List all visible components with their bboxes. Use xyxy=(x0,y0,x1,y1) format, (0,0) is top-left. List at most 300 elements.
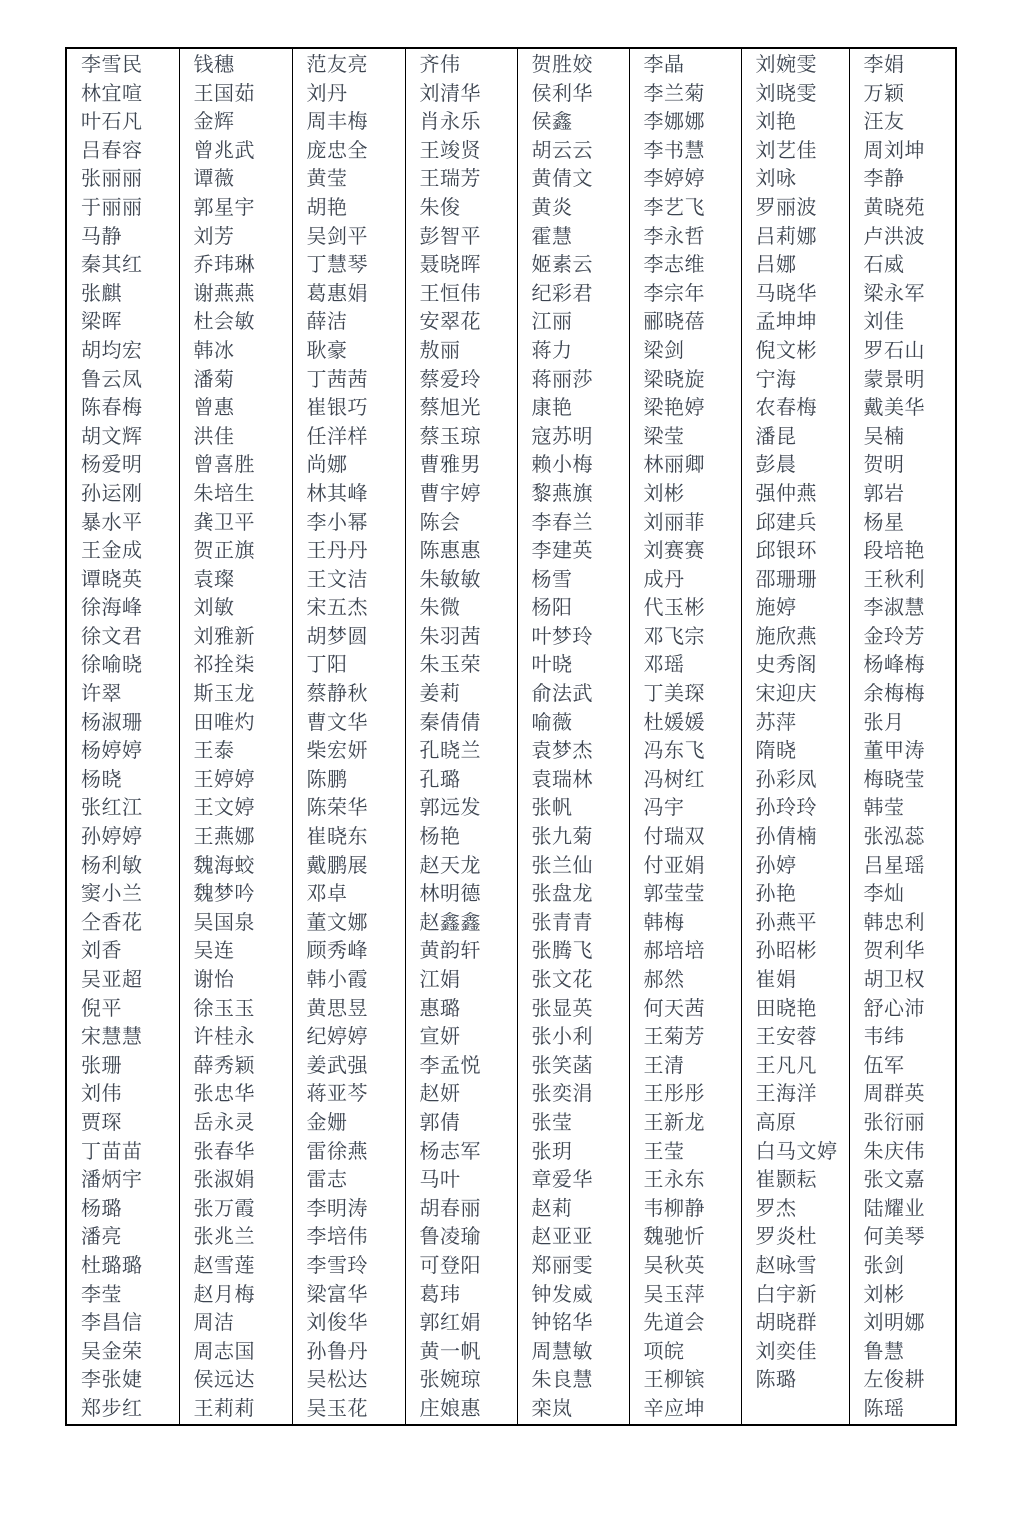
name-cell: 霍慧 xyxy=(517,223,629,252)
name-cell: 李张婕 xyxy=(66,1366,179,1395)
name-cell: 董甲涛 xyxy=(849,737,956,766)
name-cell: 郭远发 xyxy=(405,794,517,823)
name-cell: 宣妍 xyxy=(405,1023,517,1052)
name-cell: 吴连 xyxy=(179,937,292,966)
name-cell: 郭星宇 xyxy=(179,194,292,223)
name-cell: 张衍丽 xyxy=(849,1109,956,1138)
name-cell: 刘敏 xyxy=(179,594,292,623)
name-cell: 丁阳 xyxy=(292,651,405,680)
name-cell: 张兆兰 xyxy=(179,1223,292,1252)
name-cell: 曾兆武 xyxy=(179,137,292,166)
name-cell: 岳永灵 xyxy=(179,1109,292,1138)
name-cell: 潘亮 xyxy=(66,1223,179,1252)
name-cell: 黄倩文 xyxy=(517,165,629,194)
name-cell: 杨阳 xyxy=(517,594,629,623)
name-cell: 万颖 xyxy=(849,80,956,109)
table-row xyxy=(66,1023,956,1052)
name-cell: 吕娜 xyxy=(741,251,849,280)
name-cell: 王金成 xyxy=(66,537,179,566)
name-cell: 蔡玉琼 xyxy=(405,423,517,452)
name-cell: 吕星瑶 xyxy=(849,852,956,881)
name-cell: 孙燕平 xyxy=(741,909,849,938)
name-cell: 农春梅 xyxy=(741,394,849,423)
name-cell: 朱培生 xyxy=(179,480,292,509)
name-cell: 胡艳 xyxy=(292,194,405,223)
name-cell: 梅晓莹 xyxy=(849,766,956,795)
name-cell: 梁艳婷 xyxy=(629,394,741,423)
table-row xyxy=(66,48,956,80)
name-cell: 张淑娟 xyxy=(179,1166,292,1195)
name-cell: 孙彩凤 xyxy=(741,766,849,795)
name-cell: 宋慧慧 xyxy=(66,1023,179,1052)
name-roster-container xyxy=(65,47,955,1426)
name-cell: 金玲芳 xyxy=(849,623,956,652)
name-cell: 魏驰忻 xyxy=(629,1223,741,1252)
name-cell: 杨星 xyxy=(849,509,956,538)
name-cell: 朱微 xyxy=(405,594,517,623)
name-cell: 李建英 xyxy=(517,537,629,566)
name-cell: 何天茜 xyxy=(629,995,741,1024)
name-cell: 杨晓 xyxy=(66,766,179,795)
name-cell: 郭红娟 xyxy=(405,1309,517,1338)
name-cell: 吴金荣 xyxy=(66,1338,179,1367)
name-cell: 张文嘉 xyxy=(849,1166,956,1195)
name-cell: 田晓艳 xyxy=(741,995,849,1024)
name-cell: 姜莉 xyxy=(405,680,517,709)
name-cell: 梁莹 xyxy=(629,423,741,452)
name-cell: 王燕娜 xyxy=(179,823,292,852)
table-row xyxy=(66,165,956,194)
name-cell: 康艳 xyxy=(517,394,629,423)
name-cell: 吴玉花 xyxy=(292,1395,405,1425)
name-cell: 蔡旭光 xyxy=(405,394,517,423)
name-cell: 吴亚超 xyxy=(66,966,179,995)
name-cell: 舒心沛 xyxy=(849,995,956,1024)
name-cell: 杨艳 xyxy=(405,823,517,852)
name-cell: 安翠花 xyxy=(405,308,517,337)
name-cell: 蒙景明 xyxy=(849,366,956,395)
table-row xyxy=(66,80,956,109)
name-cell: 郭莹莹 xyxy=(629,880,741,909)
name-cell: 郦晓蓓 xyxy=(629,308,741,337)
table-row xyxy=(66,1138,956,1167)
name-cell: 张麒 xyxy=(66,280,179,309)
name-cell: 宁海 xyxy=(741,366,849,395)
name-cell: 李培伟 xyxy=(292,1223,405,1252)
name-cell: 韩冰 xyxy=(179,337,292,366)
name-cell: 刘丹 xyxy=(292,80,405,109)
name-cell: 吴剑平 xyxy=(292,223,405,252)
name-cell: 孙婷 xyxy=(741,852,849,881)
name-cell: 徐海峰 xyxy=(66,594,179,623)
name-cell: 陈会 xyxy=(405,509,517,538)
name-cell: 吴楠 xyxy=(849,423,956,452)
name-cell: 贺正旗 xyxy=(179,537,292,566)
name-cell: 郝然 xyxy=(629,966,741,995)
name-cell: 于丽丽 xyxy=(66,194,179,223)
name-cell: 范友亮 xyxy=(292,48,405,80)
name-cell: 冯树红 xyxy=(629,766,741,795)
name-cell: 耿豪 xyxy=(292,337,405,366)
name-cell: 杨雪 xyxy=(517,566,629,595)
name-cell: 刘丽菲 xyxy=(629,509,741,538)
table-row xyxy=(66,794,956,823)
name-cell: 韩忠利 xyxy=(849,909,956,938)
name-cell: 赵妍 xyxy=(405,1080,517,1109)
name-cell: 袁梦杰 xyxy=(517,737,629,766)
name-cell: 杨志军 xyxy=(405,1138,517,1167)
name-cell: 王文洁 xyxy=(292,566,405,595)
name-cell: 许桂永 xyxy=(179,1023,292,1052)
table-row xyxy=(66,823,956,852)
name-cell: 张九菊 xyxy=(517,823,629,852)
name-cell: 孟坤坤 xyxy=(741,308,849,337)
name-cell: 王泰 xyxy=(179,737,292,766)
name-cell: 胡卫权 xyxy=(849,966,956,995)
name-cell: 张红江 xyxy=(66,794,179,823)
name-cell: 强仲燕 xyxy=(741,480,849,509)
name-cell: 刘咏 xyxy=(741,165,849,194)
table-row xyxy=(66,337,956,366)
table-row xyxy=(66,451,956,480)
name-cell: 朱玉荣 xyxy=(405,651,517,680)
name-cell: 钱穗 xyxy=(179,48,292,80)
table-row xyxy=(66,852,956,881)
name-cell: 洪佳 xyxy=(179,423,292,452)
name-cell: 王清 xyxy=(629,1052,741,1081)
name-cell: 彭晨 xyxy=(741,451,849,480)
name-cell: 梁晖 xyxy=(66,308,179,337)
name-cell: 胡春丽 xyxy=(405,1195,517,1224)
name-cell: 王瑞芳 xyxy=(405,165,517,194)
name-cell: 刘奕佳 xyxy=(741,1338,849,1367)
name-cell: 纪彩君 xyxy=(517,280,629,309)
table-row xyxy=(66,308,956,337)
name-cell: 张小利 xyxy=(517,1023,629,1052)
name-cell: 吕春容 xyxy=(66,137,179,166)
name-cell: 仝香花 xyxy=(66,909,179,938)
name-cell: 何美琴 xyxy=(849,1223,956,1252)
name-cell: 王婷婷 xyxy=(179,766,292,795)
name-cell: 李雪民 xyxy=(66,48,179,80)
name-cell: 周志国 xyxy=(179,1338,292,1367)
name-cell: 冯东飞 xyxy=(629,737,741,766)
name-cell: 江丽 xyxy=(517,308,629,337)
name-cell: 侯远达 xyxy=(179,1366,292,1395)
name-cell: 韦纬 xyxy=(849,1023,956,1052)
name-cell: 王国茹 xyxy=(179,80,292,109)
name-cell: 刘清华 xyxy=(405,80,517,109)
name-cell: 赵莉 xyxy=(517,1195,629,1224)
name-cell: 谭晓英 xyxy=(66,566,179,595)
name-cell: 齐伟 xyxy=(405,48,517,80)
name-cell: 叶石凡 xyxy=(66,108,179,137)
name-cell: 崔娟 xyxy=(741,966,849,995)
name-cell: 李晶 xyxy=(629,48,741,80)
table-row xyxy=(66,623,956,652)
name-cell: 张文花 xyxy=(517,966,629,995)
name-cell: 肖永乐 xyxy=(405,108,517,137)
name-cell: 戴鹏展 xyxy=(292,852,405,881)
name-cell: 罗杰 xyxy=(741,1195,849,1224)
name-cell: 吴国泉 xyxy=(179,909,292,938)
name-cell: 刘俊华 xyxy=(292,1309,405,1338)
name-cell: 孙婷婷 xyxy=(66,823,179,852)
name-cell: 李明涛 xyxy=(292,1195,405,1224)
name-cell: 赵雪莲 xyxy=(179,1252,292,1281)
name-cell: 白马文婷 xyxy=(741,1138,849,1167)
table-row xyxy=(66,966,956,995)
name-cell: 白宇新 xyxy=(741,1281,849,1310)
name-cell: 谭薇 xyxy=(179,165,292,194)
name-cell: 钟铭华 xyxy=(517,1309,629,1338)
table-row xyxy=(66,1395,956,1425)
name-cell: 杨峰梅 xyxy=(849,651,956,680)
name-cell: 王菊芳 xyxy=(629,1023,741,1052)
name-cell: 邓飞宗 xyxy=(629,623,741,652)
table-row xyxy=(66,366,956,395)
name-cell: 杨婷婷 xyxy=(66,737,179,766)
name-cell: 孔晓兰 xyxy=(405,737,517,766)
name-cell: 曾惠 xyxy=(179,394,292,423)
name-cell: 刘明娜 xyxy=(849,1309,956,1338)
name-cell: 丁美琛 xyxy=(629,680,741,709)
table-row xyxy=(66,709,956,738)
table-row xyxy=(66,737,956,766)
name-cell: 梁永军 xyxy=(849,280,956,309)
name-cell: 柴宏妍 xyxy=(292,737,405,766)
table-row xyxy=(66,1252,956,1281)
name-cell: 黄韵轩 xyxy=(405,937,517,966)
name-cell: 孙艳 xyxy=(741,880,849,909)
name-cell: 斯玉龙 xyxy=(179,680,292,709)
name-cell: 叶晓 xyxy=(517,651,629,680)
table-row xyxy=(66,1109,956,1138)
name-cell: 吕莉娜 xyxy=(741,223,849,252)
name-cell: 顾秀峰 xyxy=(292,937,405,966)
name-cell: 王安蓉 xyxy=(741,1023,849,1052)
name-cell: 罗石山 xyxy=(849,337,956,366)
name-cell xyxy=(741,1395,849,1425)
name-cell: 卢洪波 xyxy=(849,223,956,252)
name-roster-table xyxy=(65,47,957,1426)
name-cell: 贺胜姣 xyxy=(517,48,629,80)
name-cell: 赵亚亚 xyxy=(517,1223,629,1252)
name-cell: 赵天龙 xyxy=(405,852,517,881)
name-cell: 韦柳静 xyxy=(629,1195,741,1224)
name-cell: 冯宇 xyxy=(629,794,741,823)
name-cell: 王秋利 xyxy=(849,566,956,595)
name-cell: 葛玮 xyxy=(405,1281,517,1310)
name-cell: 秦其红 xyxy=(66,251,179,280)
name-cell: 孙昭彬 xyxy=(741,937,849,966)
name-cell: 罗炎杜 xyxy=(741,1223,849,1252)
name-cell: 王莹 xyxy=(629,1138,741,1167)
name-cell: 林其峰 xyxy=(292,480,405,509)
name-cell: 宋迎庆 xyxy=(741,680,849,709)
name-cell: 韩小霞 xyxy=(292,966,405,995)
name-cell: 曹雅男 xyxy=(405,451,517,480)
name-cell: 黄思昱 xyxy=(292,995,405,1024)
name-cell: 赖小梅 xyxy=(517,451,629,480)
name-cell: 袁瑞林 xyxy=(517,766,629,795)
name-cell: 丁茜茜 xyxy=(292,366,405,395)
name-cell: 蔡静秋 xyxy=(292,680,405,709)
name-cell: 李艺飞 xyxy=(629,194,741,223)
name-cell: 李娜娜 xyxy=(629,108,741,137)
name-cell: 辛应坤 xyxy=(629,1395,741,1425)
name-cell: 陈春梅 xyxy=(66,394,179,423)
name-cell: 梁晓旋 xyxy=(629,366,741,395)
name-cell: 梁剑 xyxy=(629,337,741,366)
name-cell: 孙倩楠 xyxy=(741,823,849,852)
name-cell: 周群英 xyxy=(849,1080,956,1109)
name-cell: 朱俊 xyxy=(405,194,517,223)
name-cell: 史秀阁 xyxy=(741,651,849,680)
name-cell: 章爱华 xyxy=(517,1166,629,1195)
name-cell: 余梅梅 xyxy=(849,680,956,709)
name-cell: 黄炎 xyxy=(517,194,629,223)
name-cell: 戴美华 xyxy=(849,394,956,423)
table-row xyxy=(66,651,956,680)
name-cell: 伍军 xyxy=(849,1052,956,1081)
name-cell: 张万霞 xyxy=(179,1195,292,1224)
name-cell: 俞法武 xyxy=(517,680,629,709)
name-cell: 刘雅新 xyxy=(179,623,292,652)
name-cell: 李莹 xyxy=(66,1281,179,1310)
table-row xyxy=(66,566,956,595)
name-cell: 龚卫平 xyxy=(179,509,292,538)
name-cell: 董文娜 xyxy=(292,909,405,938)
name-cell: 郭倩 xyxy=(405,1109,517,1138)
name-cell: 郭岩 xyxy=(849,480,956,509)
name-cell: 孙鲁丹 xyxy=(292,1338,405,1367)
name-cell: 周慧敏 xyxy=(517,1338,629,1367)
name-cell: 寇苏明 xyxy=(517,423,629,452)
name-cell: 魏梦吟 xyxy=(179,880,292,909)
name-cell: 刘艳 xyxy=(741,108,849,137)
name-cell: 李婷婷 xyxy=(629,165,741,194)
name-cell: 施欣燕 xyxy=(741,623,849,652)
name-cell: 王永东 xyxy=(629,1166,741,1195)
name-cell: 栾岚 xyxy=(517,1395,629,1425)
name-cell: 吴秋英 xyxy=(629,1252,741,1281)
name-cell: 付亚娟 xyxy=(629,852,741,881)
name-cell: 崔晓东 xyxy=(292,823,405,852)
name-cell: 张玥 xyxy=(517,1138,629,1167)
name-cell: 秦倩倩 xyxy=(405,709,517,738)
name-cell: 潘昆 xyxy=(741,423,849,452)
name-cell: 李灿 xyxy=(849,880,956,909)
table-row xyxy=(66,766,956,795)
name-cell: 隋晓 xyxy=(741,737,849,766)
name-cell: 王新龙 xyxy=(629,1109,741,1138)
name-cell: 张珊 xyxy=(66,1052,179,1081)
name-cell: 林明德 xyxy=(405,880,517,909)
name-cell: 陈惠惠 xyxy=(405,537,517,566)
table-row xyxy=(66,1080,956,1109)
name-cell: 贾琛 xyxy=(66,1109,179,1138)
name-cell: 刘彬 xyxy=(629,480,741,509)
name-cell: 朱敏敏 xyxy=(405,566,517,595)
name-cell: 王丹丹 xyxy=(292,537,405,566)
name-cell: 刘赛赛 xyxy=(629,537,741,566)
name-cell: 刘芳 xyxy=(179,223,292,252)
table-row xyxy=(66,1309,956,1338)
name-cell: 崔颢耘 xyxy=(741,1166,849,1195)
table-row xyxy=(66,280,956,309)
name-cell: 贺利华 xyxy=(849,937,956,966)
name-cell: 陈荣华 xyxy=(292,794,405,823)
name-cell: 杨爱明 xyxy=(66,451,179,480)
name-cell: 敖丽 xyxy=(405,337,517,366)
name-cell: 杜璐璐 xyxy=(66,1252,179,1281)
name-cell: 梁富华 xyxy=(292,1281,405,1310)
name-cell: 朱羽茜 xyxy=(405,623,517,652)
table-row xyxy=(66,251,956,280)
name-cell: 喻薇 xyxy=(517,709,629,738)
name-cell: 宋五杰 xyxy=(292,594,405,623)
name-cell: 王文婷 xyxy=(179,794,292,823)
name-cell: 张忠华 xyxy=(179,1080,292,1109)
name-cell: 丁慧琴 xyxy=(292,251,405,280)
name-cell: 张婉琼 xyxy=(405,1366,517,1395)
name-cell: 苏萍 xyxy=(741,709,849,738)
name-cell: 孙玲玲 xyxy=(741,794,849,823)
name-cell: 侯鑫 xyxy=(517,108,629,137)
name-cell: 郑丽雯 xyxy=(517,1252,629,1281)
name-cell: 胡云云 xyxy=(517,137,629,166)
name-cell: 李娟 xyxy=(849,48,956,80)
table-row xyxy=(66,1195,956,1224)
name-cell: 潘菊 xyxy=(179,366,292,395)
name-cell: 成丹 xyxy=(629,566,741,595)
name-cell: 聂晓晖 xyxy=(405,251,517,280)
table-row xyxy=(66,995,956,1024)
name-cell: 赵咏雪 xyxy=(741,1252,849,1281)
name-cell: 雷徐燕 xyxy=(292,1138,405,1167)
table-row xyxy=(66,937,956,966)
name-cell: 罗丽波 xyxy=(741,194,849,223)
name-cell: 陈瑶 xyxy=(849,1395,956,1425)
name-cell: 侯利华 xyxy=(517,80,629,109)
name-cell: 邓瑶 xyxy=(629,651,741,680)
name-cell: 倪平 xyxy=(66,995,179,1024)
table-row xyxy=(66,1166,956,1195)
name-cell: 胡晓群 xyxy=(741,1309,849,1338)
name-cell: 李雪玲 xyxy=(292,1252,405,1281)
name-cell: 蒋力 xyxy=(517,337,629,366)
name-cell: 徐文君 xyxy=(66,623,179,652)
name-cell: 李小幂 xyxy=(292,509,405,538)
name-cell: 李永哲 xyxy=(629,223,741,252)
name-cell: 孔璐 xyxy=(405,766,517,795)
name-cell: 贺明 xyxy=(849,451,956,480)
name-cell: 吴玉萍 xyxy=(629,1281,741,1310)
name-cell: 陈鹏 xyxy=(292,766,405,795)
table-row xyxy=(66,194,956,223)
name-cell: 陈璐 xyxy=(741,1366,849,1395)
name-cell: 曾喜胜 xyxy=(179,451,292,480)
table-row xyxy=(66,223,956,252)
name-cell: 左俊耕 xyxy=(849,1366,956,1395)
name-cell: 陆耀业 xyxy=(849,1195,956,1224)
name-cell: 刘佳 xyxy=(849,308,956,337)
table-row xyxy=(66,108,956,137)
name-cell: 邵珊珊 xyxy=(741,566,849,595)
name-cell: 潘炳宇 xyxy=(66,1166,179,1195)
name-cell: 叶梦玲 xyxy=(517,623,629,652)
